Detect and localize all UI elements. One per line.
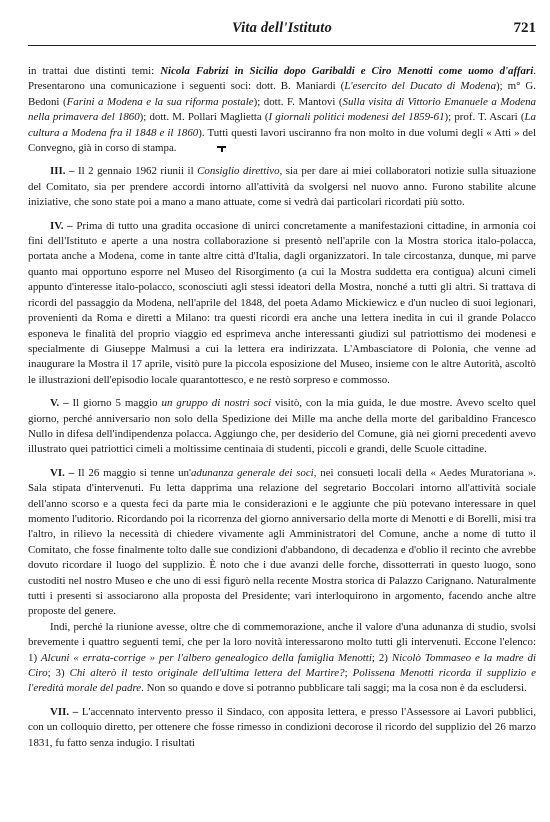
text-segment: V. – [50,397,73,410]
text-segment: Chi alterò il testo originale dell'ultima lettera del Martire? [69,667,345,680]
text-segment: ); dott. M. Pollari Maglietta ( [139,111,269,124]
text-segment: , nei consueti locali della « Aedes Muratoriana ». Sala stipata d'intervenuti. Fu letta dapprima una relazione del segretario Boccolari intorno all'attività sociale dell'anno scorso e a questa feci da parte mia le considerazioni e le aggiunte che più potevano interessare in quel momento l'uditorio. Ricordando poi la ricorrenza del giorno anniversario della morte di Menotti e di Borelli, misi tra l'altro, in rilievo la necessità di chiedere vivamente agli Amministratori del Comune, anche a nome di tutto il Comitato, che fosse finalmente tolto dalle sue condizioni d'abbandono, di decadenza e d'oblio il recinto che avrebbe dovuto ricordare il luogo del supplizio. È noto che i due avanzi delle forche, dissotterrati in questo luogo, sono custoditi nel nostro Museo e che uno di essi figurò nella recente Mostra storica di Palazzo Carignano. Naturalmente tutti i presenti si associarono alla proposta del Presidente; vari interloquirono in argomento, facendo anche altre proposte del genere. [28,466,536,618]
text-segment: Indi, perché la riunione avesse, oltre che di commemorazione, anche il valore d'una adunanza di studio, svolsi brevemente i quattro seguenti temi, che per la loro novità interessarono molto tutti gli intervenuti. Eccone l'elenco: 1) [28,620,536,664]
text-segment: visitò, con la mia guida, le due mostre. Avevo scelto quel giorno, perché anniversario non solo della Spedizione dei Mille ma anche della morte del garibaldino Francesco Nullo in difesa dell'indipendenza polacca. Aggiungo che, per desiderio del Comune, già nei giorni precedenti avevo illustrato quei patriottici cimeli a moltissime centinaia di studenti, piccoli e grandi, delle Scuole cittadine. [28,397,537,456]
paragraph-section-iii [28,164,536,210]
text-segment: ); prof. T. Ascari ( [444,111,525,124]
paragraph-section-vi-continued [28,620,536,697]
text-segment: ); dott. F. Mantovi ( [253,95,343,108]
text-segment: L'esercito del Ducato di Modena [344,80,497,93]
text-segment: I giornali politici modenesi del 1859-61 [268,111,445,124]
text-segment: . Non so quando e dove si potranno pubblicare tali saggi; ma la cosa non è da escludersi. [141,682,527,695]
text-segment: un gruppo di nostri soci [161,397,272,410]
text-segment: Prima di tutto una gradita occasione di unirci concretamente a manifestazioni cittadine, in armonia coi fini dell'Istituto e aperte a una nostra collaborazione si presentò nell'aprile con la Mostra storica italo-polacca, portata anche a Modena, come in tante altre città d'Italia, dagli organizzatori. In tale circostanza, dunque, mi parve quanto mai opportuno esporre nel Museo del Risorgimento (a cui la Mostra suddetta era contigua) alcuni cimeli appunto d'interesse italo-polacco, sconosciuti agli stessi ideatori della Mostra, nonché a tutti gli altri. Si trattava di ricordi del passaggio da Modena, nell'aprile del 1848, del poeta Adamo Mickiewicz e d'un nucleo di suoi legionari, provenienti da Roma e diretti a Milano: tra questi ricordi era anche una lettera inedita in cui il grande Polacco esponeva le finalità del proprio viaggio ed esprimeva anche interessanti giudizi sul patriottismo dei modenesi e specialmente di Giuseppe Malmusi a cui la lettera era indirizzata. L'Ambasciatore di Polonia, che venne ad inaugurare la Mostra il 17 aprile, visitò pure la piccola esposizione del Museo, insieme con le altre Autorità, ascoltò le illustrazioni dell'episodio locale quarantottesco, e ne restò sorpreso e commosso. [28,219,536,386]
paragraph-section-v [28,396,536,458]
text-segment: ); m° G. Bedoni ( [28,80,536,108]
text-segment: Farini a Modena e la sua riforma postale [66,95,254,108]
page-number: 721 [513,20,536,36]
text-segment: Il 2 gennaio 1962 riunii il [77,165,198,178]
text-segment: Sulla visita di Vittorio Emanuele a Modena nella primavera del 1860 [28,95,537,124]
proofreading-mark-icon [217,146,226,152]
text-segment: Alcuni « errata-corrige » per l'albero genealogico della famiglia Menotti [41,651,372,664]
paragraph-section-vii [28,705,536,751]
paragraph-section-iv [28,219,536,388]
text-segment: Polissena Menotti ricorda il supplizio e l'eredità morale del padre [28,667,537,695]
paragraph-section-vi [28,466,536,620]
text-segment: , sia per dare ai miei collaboratori notizie sulla situazione del Comitato, sia per prendere accordi intorno all'attività da svolgersi nel nuovo anno. Furono stabilite alcune iniziative, che sono state poi a mano a mano attuate, come si vedrà dai particolari ricordati più sotto. [28,165,536,209]
header-rule [28,45,536,46]
text-segment: Il giorno 5 maggio [72,397,162,410]
text-segment: VI. – [50,466,78,479]
text-segment: Nicolò Tommaseo e la madre di Ciro [28,651,537,680]
paragraph-continuation [28,64,536,156]
text-segment: ; 2) [371,651,392,664]
text-segment: Consiglio direttivo [197,165,280,178]
text-segment: in trattai due distinti temi: [28,65,161,77]
text-segment: La cultura a Modena fra il 1848 e il 1860 [28,111,536,139]
text-segment: . Presentarono una comunicazione i seguenti soci: dott. B. Maniardi ( [28,65,536,93]
text-segment: ; [344,667,353,680]
text-segment: Il 26 maggio si tenne un' [77,466,191,479]
body-text [28,64,536,751]
text-segment: VII. – [50,705,82,718]
text-segment: adunanza generale dei soci [190,466,314,479]
running-title: Vita dell'Istituto [232,20,332,36]
text-segment: IV. – [50,219,77,232]
page-header [28,20,536,42]
text-segment: Nicola Fabrizi in Sicilia dopo Garibaldi e Ciro Menotti come uomo d'affari [160,65,534,77]
text-segment: III. – [50,165,78,178]
text-segment: ). Tutti questi lavori usciranno fra non molto in due volumi degli « Atti » del Convegno, già in corso di stampa. [28,126,536,155]
text-segment: L'accennato intervento presso il Sindaco, con apposita lettera, e presso l'Assessore ai Lavori pubblici, con un colloquio diretto, per ottenere che fosse rimesso in condizioni decorose il ricordo del supplizio del 26 marzo 1831, fu fatto senza indugio. I risultati [28,705,536,749]
text-segment: ; 3) [47,667,70,680]
